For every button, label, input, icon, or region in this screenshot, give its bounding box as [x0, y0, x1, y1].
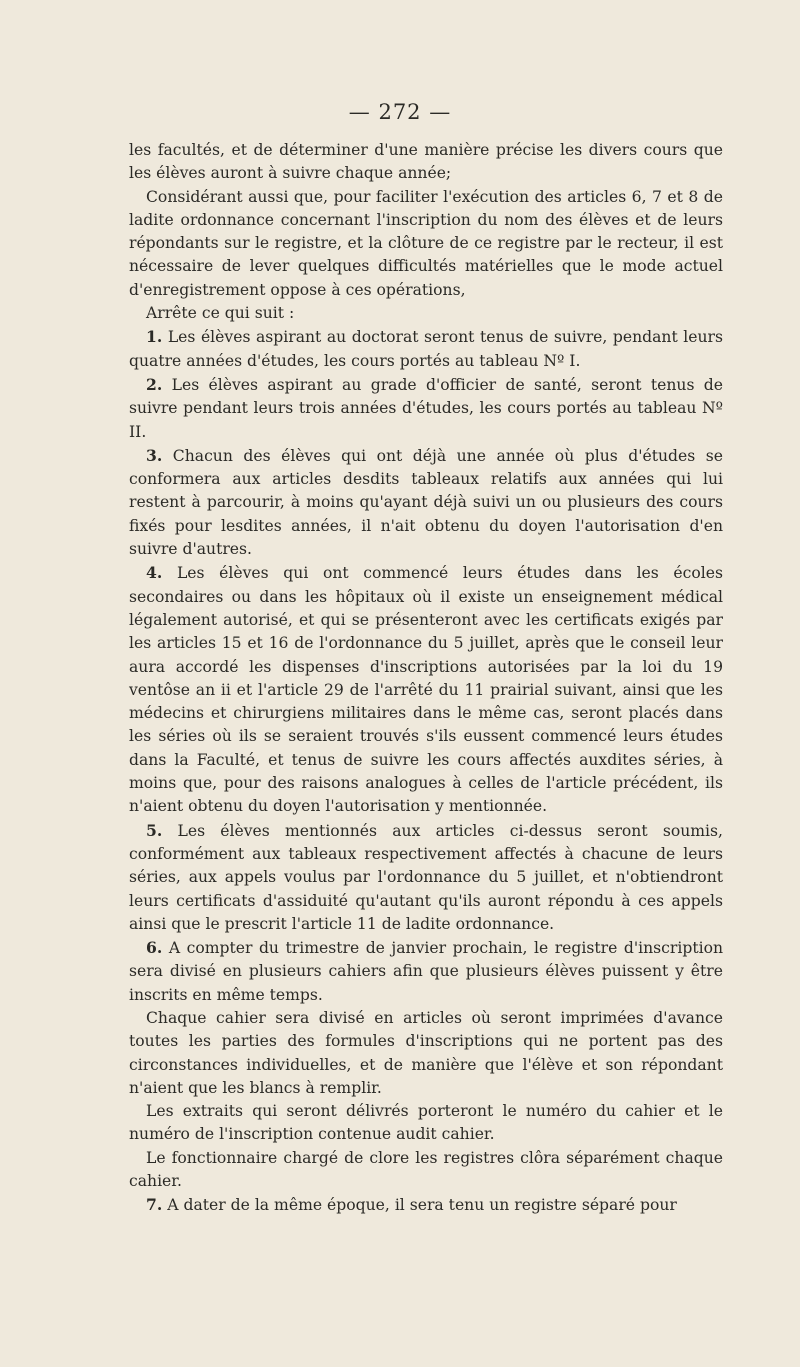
paragraph-text: Chaque cahier sera divisé en articles où seront imprimées d'avance toutes les parties des formules d'inscriptions qui ne portent pas des circonstances individuelles, et de manière que l'élève et son répondant n'aient que les blancs à remplir. [129, 1008, 723, 1097]
paragraph-text: A dater de la même époque, il sera tenu un registre séparé pour [167, 1196, 677, 1215]
article-number: 5. [146, 820, 163, 840]
body-text [129, 139, 723, 1218]
article-3 [129, 444, 723, 561]
paragraph-text: Les élèves mentionnés aux articles ci-dessus seront soumis, conformément aux tableaux respectivement affectés à chacune de leurs séries, aux appels voulus par l'ordonnance du 5 juillet, et n'obtiendront leurs certificats d'assiduité qu'autant qu'ils auront répondu à ces appels ainsi que le prescrit l'article 11 de ladite ordonnance. [129, 821, 723, 933]
page-number: — 272 — [348, 100, 452, 124]
article-4 [129, 561, 723, 818]
paragraph-text: Le fonctionnaire chargé de clore les registres clôra séparément chaque cahier. [129, 1148, 723, 1191]
paragraph-text: Arrête ce qui suit : [146, 304, 295, 323]
article-6 [129, 936, 723, 1007]
paragraph [129, 302, 723, 325]
paragraph-text: Les élèves aspirant au grade d'officier de santé, seront tenus de suivre pendant leurs trois années d'études, les cours portés au tableau Nº II. [129, 375, 723, 441]
article-number: 1. [146, 327, 163, 347]
paragraph [129, 186, 723, 302]
paragraph [129, 1007, 723, 1100]
paragraph [129, 139, 723, 186]
paragraph-text: Les élèves aspirant au doctorat seront tenus de suivre, pendant leurs quatre années d'études, les cours portés au tableau Nº I. [129, 328, 723, 370]
paragraph-text: A compter du trimestre de janvier prochain, le registre d'inscription sera divisé en plusieurs cahiers afin que plusieurs élèves puissent y être inscrits en même temps. [129, 939, 723, 1004]
article-number: 3. [146, 445, 163, 465]
paragraph-text: Considérant aussi que, pour faciliter l'exécution des articles 6, 7 et 8 de ladite ordonnance concernant l'inscription du nom des élèves et de leurs répondants sur le registre, et la clôture de ce registre par le recteur, il est nécessaire de lever quelques difficultés matérielles que le mode actuel d'enregistrement oppose à ces opérations, [129, 187, 723, 299]
article-number: 6. [146, 938, 163, 958]
paragraph [129, 1147, 723, 1194]
paragraph-text: Les élèves qui ont commencé leurs études dans les écoles secondaires ou dans les hôpitaux où il existe un enseignement médical légalement autorisé, et qui se présenteront avec les certificats exigés par les articles 15 et 16 de l'ordonnance du 5 juillet, après que le conseil leur aura accordé les dispenses d'inscriptions autorisées par la loi du 19 ventôse an ii et l'article 29 de l'arrêté du 11 prairial suivant, ainsi que les médecins et chirurgiens militaires dans le même cas, seront placés dans les séries où ils se seraient trouvés s'ils eussent commencé leurs études dans la Faculté, et tenus de suivre les cours affectés auxdites séries, à moins que, pour des raisons analogues à celles de l'article précédent, ils n'aient obtenu du doyen l'autorisation y mentionnée. [129, 564, 723, 816]
article-number: 4. [146, 563, 163, 583]
article-number: 2. [146, 374, 163, 394]
paragraph-text: Chacun des élèves qui ont déjà une année où plus d'études se conformera aux articles desdits tableaux relatifs aux années qui lui restent à parcourir, à moins qu'ayant déjà suivi un ou plusieurs des cours fixés pour lesdites années, il n'ait obtenu du doyen l'autorisation d'en suivre d'autres. [129, 446, 723, 559]
paragraph [129, 1100, 723, 1147]
paragraph-text: Les extraits qui seront délivrés porteront le numéro du cahier et le numéro de l'inscription contenue audit cahier. [129, 1102, 723, 1144]
article-5 [129, 819, 723, 936]
paragraph-text: les facultés, et de déterminer d'une manière précise les divers cours que les élèves auront à suivre chaque année; [129, 141, 723, 183]
article-number: 7. [146, 1195, 163, 1215]
article-7 [129, 1193, 723, 1217]
article-2 [129, 373, 723, 444]
article-1 [129, 325, 723, 373]
